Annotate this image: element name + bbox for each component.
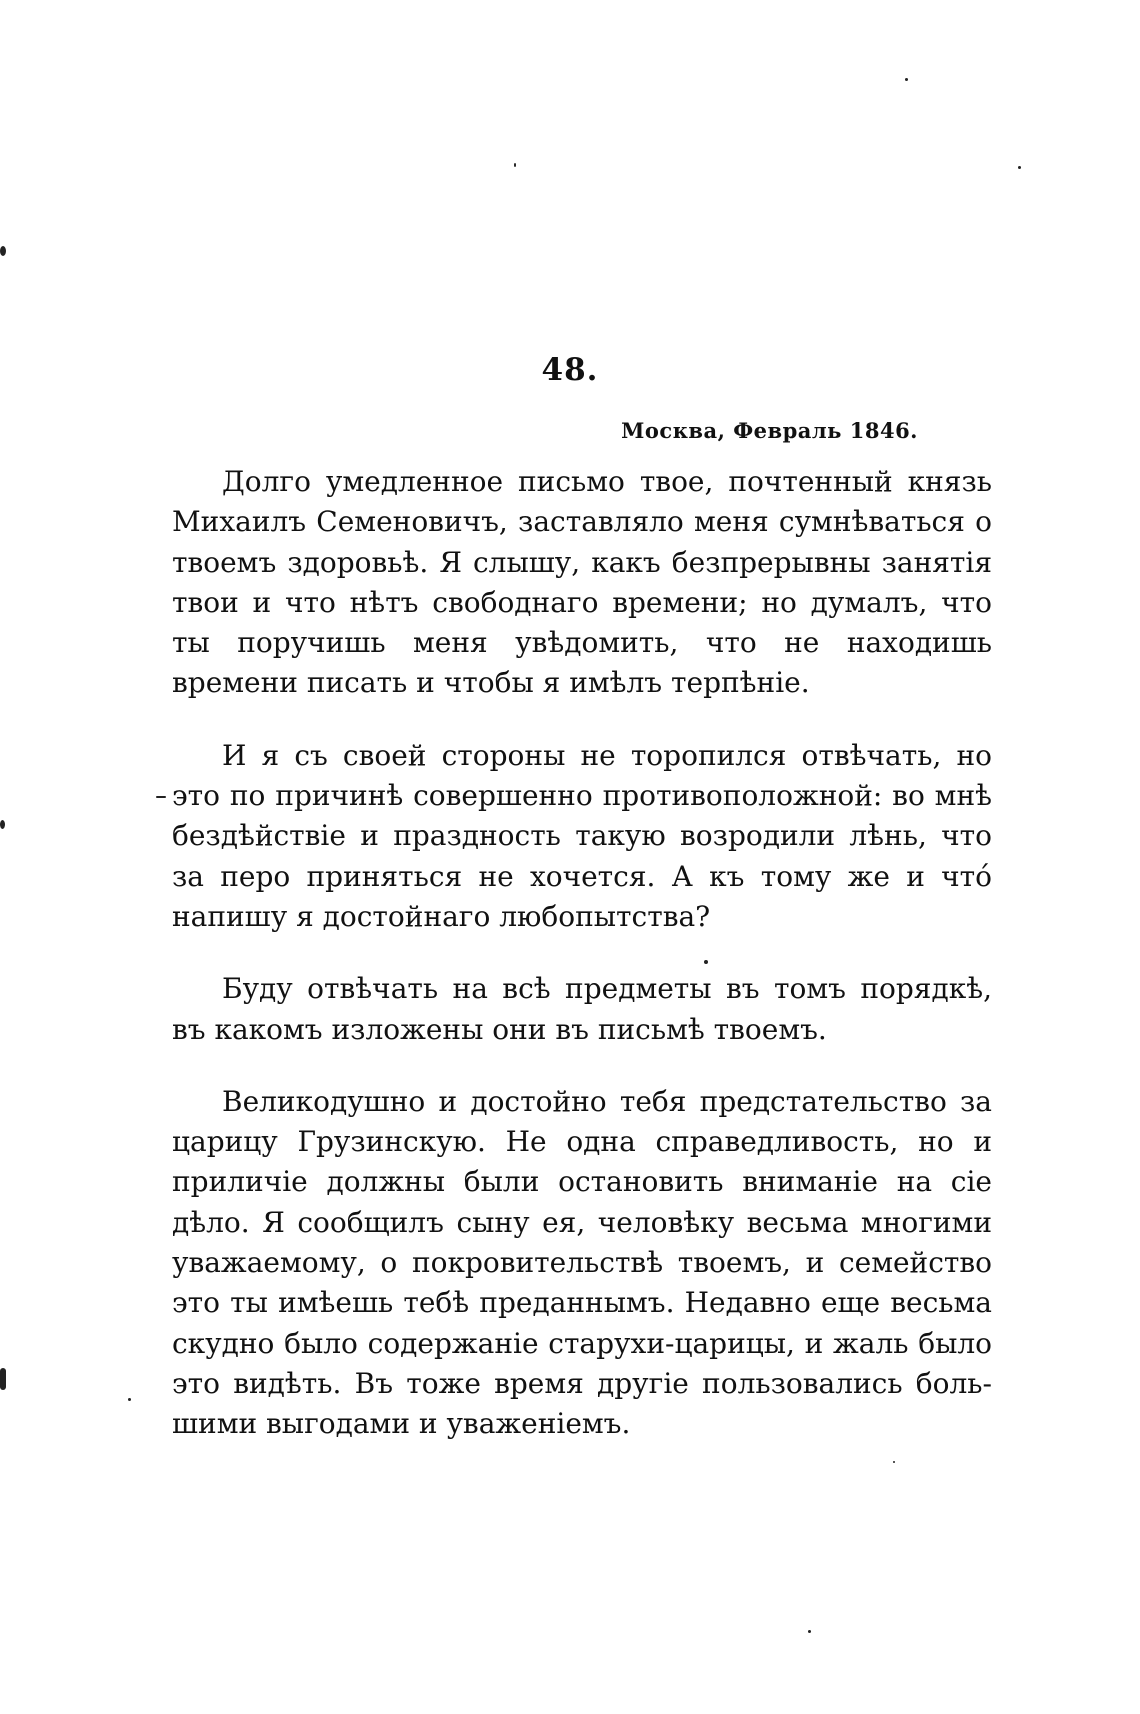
scan-speck: [0, 246, 6, 256]
scan-speck: [1018, 166, 1021, 169]
scan-speck: [704, 960, 708, 964]
paragraph: Долго умедленное письмо твое, почтенный князь Михаилъ Семеновичъ, заставляло меня сумнѣваться о твоемъ здоровьѣ. Я слышу, какъ безпрерывны занятія твои и что нѣтъ свободнаго времени; но думалъ, что ты поручишь меня увѣдомить, что не находишь времени писать и чтобы я имѣлъ терпѣніе.: [172, 465, 992, 700]
scan-speck: [0, 820, 5, 829]
paragraph: И я съ своей стороны не торопился отвѣчать, но это по причинѣ совершенно противоположной: во мнѣ бездѣйствіе и праздность такую возродили лѣнь, что за перо приняться не хочется. А къ тому же и что́ напишу я достойнаго любопытства?: [172, 738, 992, 933]
scan-speck: [905, 78, 908, 81]
scan-speck: [808, 1630, 811, 1633]
paragraph: Великодушно и достойно тебя предстательство за царицу Грузинскую. Не одна справедливость, но и приличіе должны были остановить вниманіе на сіе дѣло. Я сообщилъ сыну ея, человѣку весьма многими уважаемому, о покровительствѣ твоемъ, и семейство это ты имѣешь тебѣ преданнымъ. Недавно еще весьма скудно было содержаніе старухи-царицы, и жаль было это видѣть. Въ тоже время другіе пользовались большими выгодами и уваженіемъ.: [172, 1084, 992, 1441]
letter-number: 48.: [541, 352, 599, 388]
scan-speck: [514, 163, 516, 167]
paragraph: Буду отвѣчать на всѣ предметы въ томъ порядкѣ, въ какомъ изложены они въ письмѣ твоемъ.: [172, 972, 992, 1046]
scan-speck: [893, 1461, 895, 1463]
scan-speck: [156, 796, 166, 798]
letter-body: [172, 462, 992, 1445]
scan-speck: [0, 1368, 6, 1390]
scan-speck: [128, 1398, 131, 1401]
dateline: Москва, Февраль 1846.: [621, 418, 918, 443]
